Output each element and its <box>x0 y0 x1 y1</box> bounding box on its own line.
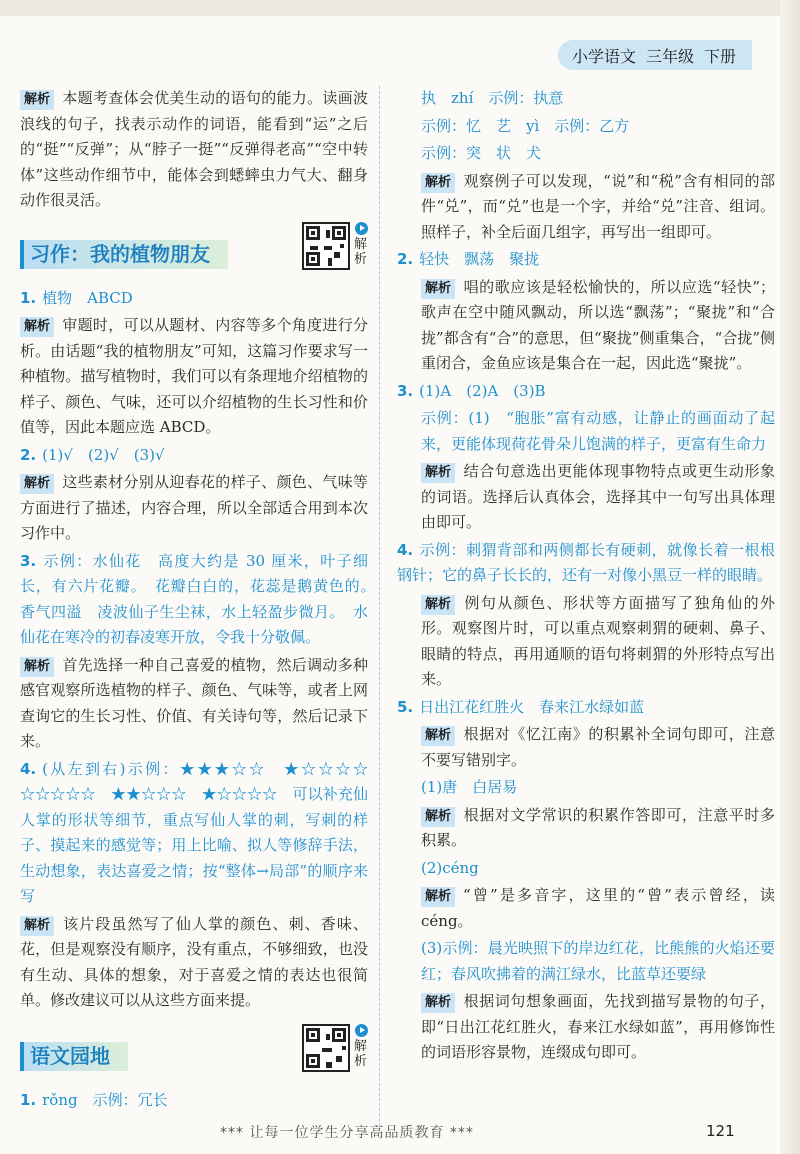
question-4 <box>20 757 384 910</box>
question-number: 4. <box>397 540 414 559</box>
analysis-text: 根据词句想象画面，先找到描写景物的句子，即“日出江花红胜火，春来江水绿如蓝”，再用修饰性的词语形容景物，连缀成句即可。 <box>421 992 775 1061</box>
section-title-garden: 语文园地 <box>20 1042 128 1072</box>
footer-slogan: *** 让每一位学生分享高品质教育 *** <box>220 1125 474 1141</box>
column-divider <box>379 86 380 1126</box>
question-2-analysis <box>20 470 368 547</box>
answer-text: (1)√ (2)√ (3)√ <box>42 445 165 464</box>
term-label: 下册 <box>703 46 736 66</box>
qr-code-garden[interactable] <box>302 1024 368 1072</box>
analysis-text: 结合句意选出更能体现事物特点或更生动形象的词语。选择后认真体会，选择其中一句写出具体理由即可。 <box>421 462 775 531</box>
question-3r <box>397 379 775 405</box>
question-2 <box>20 443 368 469</box>
analysis-tag: 解析 <box>20 90 54 110</box>
analysis-tag: 解析 <box>421 595 455 615</box>
question-5r-sub-3: (3)示例：晨光映照下的岸边红花，比熊熊的火焰还要红；春风吹拂着的满江绿水，比蓝草还要绿 <box>421 939 775 983</box>
analysis-text: 观察例子可以发现，“说”和“税”含有相同的部件“兑”，而“兑”也是一个字，并给“兑”注音、组词。照样子，补全后面几组字，再写出一组即可。 <box>421 171 775 241</box>
grade-label: 三年级 <box>645 46 694 66</box>
question-5r-sub-2: (2)céng <box>421 858 479 877</box>
qr-side-label <box>354 222 368 267</box>
answer-line-2: 示例：忆 艺 yì 示例：乙方 <box>421 116 630 135</box>
analysis-text: 唱的歌应该是轻松愉快的，所以应选“轻快”；歌声在空中随风飘动，所以选“飘荡”；“聚拢”和“合拢”都含有“合”的意思，但“聚拢”侧重集合，“合拢”侧重闭合，金鱼应该是集合在一起，因此选“聚拢”。 <box>421 277 775 372</box>
question-3r-analysis <box>397 459 775 536</box>
section-garden <box>20 1040 368 1074</box>
intro-analysis <box>20 86 368 214</box>
footer <box>0 1120 800 1144</box>
qr-code-writing[interactable] <box>302 222 368 270</box>
right-column <box>397 80 775 1068</box>
question-3r-example: 示例：(1) “胞胀”富有动感，让静止的画面动了起来，更能体现荷花骨朵儿饱满的样子，更富有生命力 <box>421 409 775 453</box>
analysis-text: 该片段虽然写了仙人掌的颜色、刺、香味、花，但是观察没有顺序，没有重点，不够细致，也没有生动、具体的想象，对于喜爱之情的表达也很简单。修改建议可以从这些方面来提。 <box>20 914 368 1009</box>
qr-label: 解析 <box>354 1038 368 1069</box>
answer-text: 轻快 飘荡 聚拢 <box>419 250 540 268</box>
analysis-tag: 解析 <box>421 463 455 483</box>
page-edge <box>780 0 800 1154</box>
page-number: 121 <box>706 1122 735 1140</box>
answer-text: 植物 ABCD <box>42 288 133 307</box>
play-icon <box>355 222 368 235</box>
question-number: 1. <box>20 1090 37 1109</box>
answer-line-3: 示例：突 状 犬 <box>421 144 542 162</box>
answer-text: (从左到右)示例：★★★☆☆ ★☆☆☆☆ ☆☆☆☆☆ ★★☆☆☆ ★☆☆☆☆ 可以补充仙人掌的形状等细节，重点写仙人掌的刺，写刺的样子、摸起来的感觉等；用上比喻、拟人等修辞手法，生动想象，表达喜爱之情；按“整体→局部”的顺序来写 <box>20 759 384 905</box>
question-5r-sub-3-analysis <box>397 989 775 1066</box>
subject-label: 小学语文 <box>571 46 636 66</box>
question-5r-sub-1-analysis <box>397 803 775 854</box>
analysis-tag: 解析 <box>20 474 54 494</box>
section-writing <box>20 238 368 272</box>
header-badge <box>558 40 752 70</box>
play-icon <box>355 1024 368 1037</box>
analysis-tag: 解析 <box>20 317 54 337</box>
analysis-text: 这些素材分别从迎春花的样子、颜色、气味等方面进行了描述，内容合理，所以全部适合用到本次习作中。 <box>20 473 368 542</box>
answer-line-1: 执 zhí 示例：执意 <box>421 89 564 107</box>
analysis-tag: 解析 <box>421 173 455 193</box>
question-2r <box>397 247 775 273</box>
analysis-text: 根据对文学常识的积累作答即可，注意平时多积累。 <box>421 805 775 849</box>
question-number: 4. <box>20 759 37 778</box>
answer-text: 示例：刺猬背部和两侧都长有硬刺，就像长着一根根钢针；它的鼻子长长的，还有一对像小黑豆一样的眼睛。 <box>397 540 775 584</box>
question-number: 2. <box>20 445 37 464</box>
question-2r-analysis <box>397 275 775 377</box>
analysis-tag: 解析 <box>421 993 455 1013</box>
answer-text: (1)A (2)A (3)B <box>419 381 546 400</box>
analysis-text: 首先选择一种自己喜爱的植物，然后调动多种感官观察所选植物的样子、颜色、气味等，或者上网查询它的生长习性、价值、有关诗句等，然后记录下来。 <box>20 655 368 750</box>
garden-question-1 <box>20 1088 368 1114</box>
analysis-tag: 解析 <box>421 887 455 907</box>
question-1-analysis <box>20 313 368 441</box>
qr-code-icon[interactable] <box>302 222 350 270</box>
question-4-analysis <box>20 912 368 1014</box>
question-number: 1. <box>20 288 37 307</box>
analysis-text: “曾”是多音字，这里的“曾”表示曾经，读 céng。 <box>421 886 775 930</box>
question-5r-sub-2-analysis <box>397 883 775 934</box>
analysis-text: 例句从颜色、形状等方面描写了独角仙的外形。观察图片时，可以重点观察刺猬的硬刺、鼻子、眼睛的特点，再用通顺的语句将刺猬的外形特点写出来。 <box>421 593 775 688</box>
top-analysis <box>397 169 775 246</box>
question-5r <box>397 695 775 721</box>
answer-text: 示例：水仙花 高度大约是 30 厘米，叶子细长，有六片花瓣。 花瓣白白的，花蕊是鹅黄色的。 香气四溢 凌波仙子生尘袜，水上轻盈步微月。 水仙花在寒冷的初春凌寒开放，令我十分敬佩。 <box>20 551 384 646</box>
qr-code-icon[interactable] <box>302 1024 350 1072</box>
question-3-analysis <box>20 653 368 755</box>
analysis-tag: 解析 <box>421 726 455 746</box>
analysis-tag: 解析 <box>421 807 455 827</box>
qr-label: 解析 <box>354 236 368 267</box>
qr-side-label <box>354 1024 368 1069</box>
answer-text: 日出江花红胜火 春来江水绿如蓝 <box>419 697 645 716</box>
question-number: 3. <box>20 551 37 570</box>
analysis-tag: 解析 <box>20 657 54 677</box>
question-number: 5. <box>397 697 414 716</box>
section-title-writing: 习作：我的植物朋友 <box>20 240 228 270</box>
question-number: 2. <box>397 250 414 268</box>
analysis-tag: 解析 <box>421 279 455 299</box>
question-4r <box>397 538 775 589</box>
question-4r-analysis <box>397 591 775 693</box>
question-5r-analysis <box>397 722 775 773</box>
analysis-text: 本题考查体会优美生动的语句的能力。读画波浪线的句子，找表示动作的词语，能看到“运”之后的“挺”“反弹”；从“脖子一挺”“反弹得老高”“空中转体”这些动作细节中，能体会到蟋蟀虫力气大、翻身动作很灵活。 <box>20 89 368 209</box>
analysis-tag: 解析 <box>20 916 54 936</box>
question-1 <box>20 286 368 312</box>
analysis-text: 审题时，可以从题材、内容等多个角度进行分析。由话题“我的植物朋友”可知，这篇习作要求写一种植物。描写植物时，我们可以有条理地介绍植物的样子、颜色、气味，还可以介绍植物的生长习性和价值等，因此本题应选 ABCD。 <box>20 316 368 436</box>
question-5r-sub-1: (1)唐 白居易 <box>421 778 518 796</box>
left-column <box>20 80 384 1115</box>
question-3 <box>20 549 384 651</box>
answer-text: rǒng 示例：冗长 <box>42 1090 168 1109</box>
question-number: 3. <box>397 381 414 400</box>
top-strip <box>0 0 800 16</box>
analysis-text: 根据对《忆江南》的积累补全词句即可，注意不要写错别字。 <box>421 725 775 769</box>
